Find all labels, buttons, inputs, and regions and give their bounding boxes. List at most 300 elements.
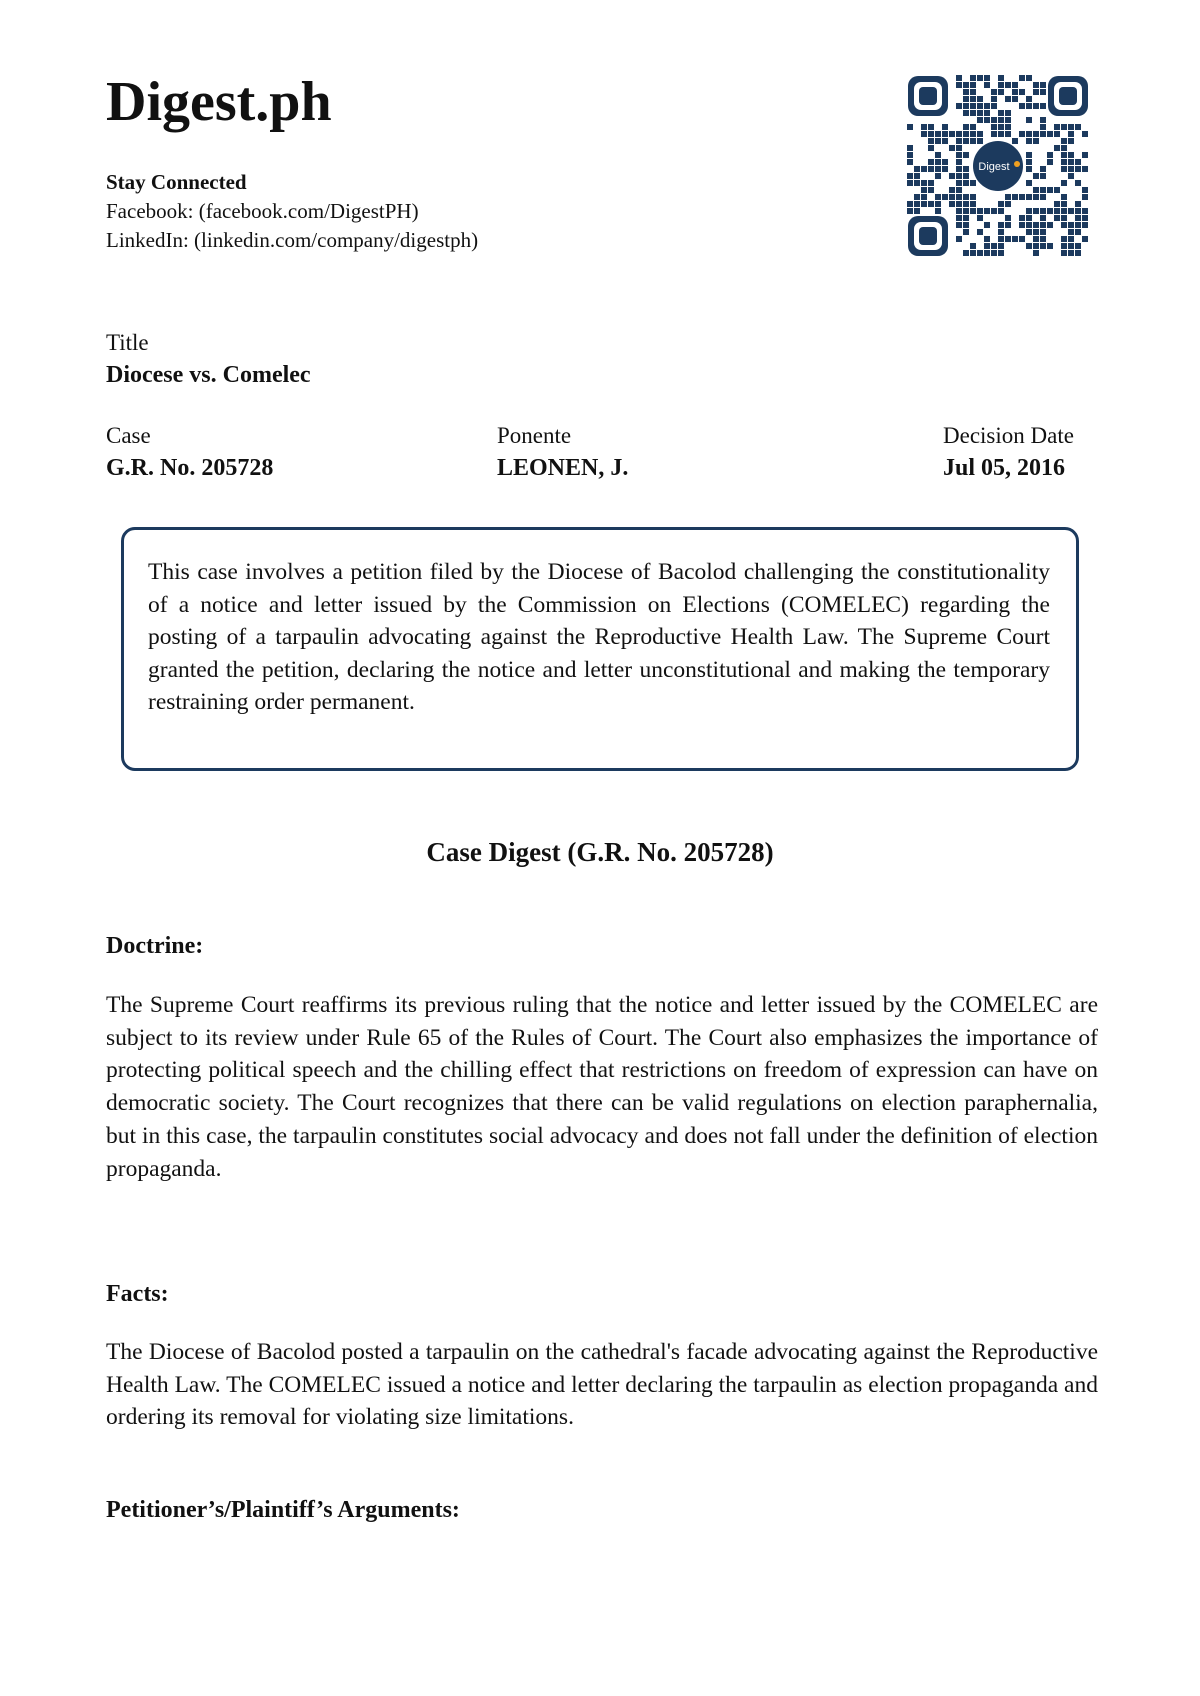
qr-module bbox=[984, 103, 990, 109]
qr-module bbox=[977, 96, 983, 102]
qr-module bbox=[963, 194, 969, 200]
qr-module bbox=[998, 236, 1004, 242]
ponente-name: LEONEN, J. bbox=[497, 455, 629, 481]
qr-module bbox=[1061, 201, 1067, 207]
qr-module bbox=[914, 201, 920, 207]
qr-module bbox=[928, 159, 934, 165]
qr-module bbox=[1005, 124, 1011, 130]
qr-module bbox=[914, 166, 920, 172]
decision-date: Jul 05, 2016 bbox=[943, 455, 1066, 481]
qr-module bbox=[1026, 103, 1032, 109]
qr-module bbox=[1033, 208, 1039, 214]
qr-module bbox=[956, 138, 962, 144]
qr-module bbox=[1040, 229, 1046, 235]
qr-module bbox=[1033, 243, 1039, 249]
qr-module bbox=[1068, 166, 1074, 172]
qr-module bbox=[942, 159, 948, 165]
qr-module bbox=[956, 82, 962, 88]
qr-module bbox=[970, 82, 976, 88]
qr-module bbox=[956, 222, 962, 228]
qr-module bbox=[1026, 180, 1032, 186]
qr-module bbox=[1026, 243, 1032, 249]
qr-module bbox=[998, 131, 1004, 137]
qr-module bbox=[977, 131, 983, 137]
qr-module bbox=[1033, 229, 1039, 235]
qr-module bbox=[1005, 222, 1011, 228]
qr-module bbox=[956, 180, 962, 186]
qr-module bbox=[963, 138, 969, 144]
qr-module bbox=[970, 180, 976, 186]
qr-module bbox=[963, 166, 969, 172]
qr-module bbox=[1026, 75, 1032, 81]
qr-module bbox=[1040, 124, 1046, 130]
qr-module bbox=[1040, 187, 1046, 193]
qr-module bbox=[1068, 222, 1074, 228]
qr-module bbox=[1019, 215, 1025, 221]
qr-module bbox=[949, 187, 955, 193]
qr-module bbox=[1005, 236, 1011, 242]
qr-module bbox=[1082, 131, 1088, 137]
qr-module bbox=[935, 194, 941, 200]
case-number-block bbox=[106, 420, 273, 484]
qr-module bbox=[1075, 222, 1081, 228]
linkedin-link[interactable]: LinkedIn: (linkedin.com/company/digestph) bbox=[106, 228, 479, 252]
qr-module bbox=[963, 215, 969, 221]
facebook-link[interactable]: Facebook: (facebook.com/DigestPH) bbox=[106, 199, 419, 223]
qr-module bbox=[970, 75, 976, 81]
qr-module bbox=[970, 201, 976, 207]
qr-module bbox=[1033, 250, 1039, 256]
qr-module bbox=[956, 145, 962, 151]
qr-module bbox=[935, 131, 941, 137]
qr-module bbox=[1054, 187, 1060, 193]
qr-module bbox=[1082, 194, 1088, 200]
qr-module bbox=[1019, 75, 1025, 81]
qr-module bbox=[998, 222, 1004, 228]
qr-module bbox=[991, 124, 997, 130]
case-label: Case bbox=[106, 423, 151, 448]
qr-module bbox=[1040, 82, 1046, 88]
qr-module bbox=[998, 75, 1004, 81]
qr-module bbox=[921, 166, 927, 172]
qr-module bbox=[907, 201, 913, 207]
qr-module bbox=[1033, 187, 1039, 193]
qr-module bbox=[1075, 215, 1081, 221]
qr-module bbox=[1061, 152, 1067, 158]
qr-module bbox=[1054, 145, 1060, 151]
qr-module bbox=[970, 110, 976, 116]
qr-module bbox=[970, 194, 976, 200]
qr-module bbox=[956, 166, 962, 172]
qr-module bbox=[1040, 131, 1046, 137]
qr-module bbox=[956, 173, 962, 179]
qr-module bbox=[1026, 159, 1032, 165]
case-number: G.R. No. 205728 bbox=[106, 455, 274, 481]
qr-module bbox=[1082, 208, 1088, 214]
qr-module bbox=[928, 131, 934, 137]
qr-module bbox=[1040, 166, 1046, 172]
qr-module bbox=[956, 208, 962, 214]
qr-module bbox=[1061, 222, 1067, 228]
qr-module bbox=[1061, 243, 1067, 249]
qr-module bbox=[928, 145, 934, 151]
qr-module bbox=[1075, 243, 1081, 249]
qr-module bbox=[1012, 138, 1018, 144]
qr-module bbox=[942, 131, 948, 137]
qr-module bbox=[935, 173, 941, 179]
qr-module bbox=[928, 187, 934, 193]
qr-module bbox=[1061, 159, 1067, 165]
qr-module bbox=[963, 229, 969, 235]
qr-module bbox=[977, 215, 983, 221]
case-title-block bbox=[106, 327, 311, 391]
qr-module bbox=[956, 103, 962, 109]
qr-module bbox=[956, 194, 962, 200]
qr-module bbox=[1033, 82, 1039, 88]
qr-finder-top-left bbox=[908, 76, 948, 116]
qr-finder-bottom-left bbox=[908, 216, 948, 256]
qr-module bbox=[935, 208, 941, 214]
qr-module bbox=[1012, 96, 1018, 102]
qr-module bbox=[963, 89, 969, 95]
qr-module bbox=[1040, 215, 1046, 221]
qr-module bbox=[1033, 89, 1039, 95]
qr-module bbox=[914, 208, 920, 214]
qr-module bbox=[970, 243, 976, 249]
qr-module bbox=[914, 173, 920, 179]
qr-module bbox=[998, 89, 1004, 95]
qr-module bbox=[1082, 222, 1088, 228]
qr-module bbox=[963, 180, 969, 186]
qr-module bbox=[1054, 201, 1060, 207]
qr-module bbox=[1005, 131, 1011, 137]
qr-module bbox=[1012, 82, 1018, 88]
qr-module bbox=[1047, 243, 1053, 249]
qr-module bbox=[1012, 194, 1018, 200]
qr-module bbox=[963, 96, 969, 102]
qr-module bbox=[998, 117, 1004, 123]
qr-module bbox=[1075, 229, 1081, 235]
qr-module bbox=[1040, 243, 1046, 249]
qr-module bbox=[1047, 159, 1053, 165]
qr-module bbox=[1005, 110, 1011, 116]
qr-module bbox=[1005, 96, 1011, 102]
qr-module bbox=[1005, 117, 1011, 123]
case-summary-text: This case involves a petition filed by the Diocese of Bacolod challenging the constitutionality of a notice and letter issued by the Commission on Elections (COMELEC) regarding the posting of a tarpaulin advocating against the Reproductive Health Law. The Supreme Court granted the petition, declaring the notice and letter unconstitutional and making the temporary restraining order permanent. bbox=[148, 559, 1050, 716]
case-digest-heading: Case Digest (G.R. No. 205728) bbox=[426, 837, 774, 867]
qr-module bbox=[984, 222, 990, 228]
qr-module bbox=[1026, 208, 1032, 214]
doctrine-text: The Supreme Court reaffirms its previous ruling that the notice and letter issued by the COMELEC are subject to its review under Rule 65 of the Rules of Court. The Court also emphasizes the importance of protecting political speech and the chilling effect that restrictions on freedom of expression can have on democratic society. The Court recognizes that there can be valid regulations on election paraphernalia, but in this case, the tarpaulin constitutes social advocacy and does not fall under the definition of election propaganda. bbox=[106, 992, 1098, 1182]
qr-module bbox=[914, 180, 920, 186]
qr-module bbox=[998, 110, 1004, 116]
qr-module bbox=[1061, 194, 1067, 200]
qr-module bbox=[991, 243, 997, 249]
qr-module bbox=[1019, 194, 1025, 200]
qr-module bbox=[1061, 166, 1067, 172]
qr-module bbox=[963, 110, 969, 116]
qr-module bbox=[1026, 131, 1032, 137]
qr-module bbox=[928, 180, 934, 186]
qr-module bbox=[984, 250, 990, 256]
qr-module bbox=[1075, 159, 1081, 165]
ponente-label: Ponente bbox=[497, 423, 572, 448]
qr-module bbox=[949, 131, 955, 137]
qr-module bbox=[1082, 187, 1088, 193]
qr-module bbox=[1061, 124, 1067, 130]
qr-module bbox=[907, 180, 913, 186]
qr-module bbox=[1012, 89, 1018, 95]
qr-module bbox=[970, 138, 976, 144]
qr-module bbox=[1026, 222, 1032, 228]
qr-module bbox=[1061, 208, 1067, 214]
qr-module bbox=[1019, 236, 1025, 242]
qr-module bbox=[1026, 194, 1032, 200]
qr-module bbox=[984, 208, 990, 214]
qr-module bbox=[991, 117, 997, 123]
qr-module bbox=[998, 82, 1004, 88]
qr-module bbox=[1040, 89, 1046, 95]
qr-module bbox=[1026, 152, 1032, 158]
qr-module bbox=[921, 201, 927, 207]
qr-module bbox=[956, 215, 962, 221]
qr-code bbox=[906, 74, 1090, 258]
qr-module bbox=[949, 173, 955, 179]
qr-module bbox=[984, 236, 990, 242]
qr-module bbox=[1033, 103, 1039, 109]
arguments-heading: Petitioner’s/Plaintiff’s Arguments: bbox=[106, 1497, 460, 1523]
qr-module bbox=[1068, 159, 1074, 165]
qr-module bbox=[942, 124, 948, 130]
qr-module bbox=[928, 201, 934, 207]
qr-module bbox=[1026, 117, 1032, 123]
qr-module bbox=[921, 124, 927, 130]
qr-module bbox=[970, 96, 976, 102]
qr-module bbox=[921, 194, 927, 200]
qr-module bbox=[1075, 208, 1081, 214]
qr-module bbox=[1047, 131, 1053, 137]
qr-module bbox=[977, 208, 983, 214]
qr-module bbox=[1019, 222, 1025, 228]
qr-module bbox=[907, 124, 913, 130]
qr-module bbox=[942, 138, 948, 144]
qr-module bbox=[1040, 103, 1046, 109]
qr-module bbox=[1005, 201, 1011, 207]
qr-module bbox=[984, 110, 990, 116]
qr-module bbox=[963, 103, 969, 109]
qr-logo-text: Digest bbox=[978, 161, 1010, 173]
qr-center-logo bbox=[973, 141, 1023, 191]
ponente-block bbox=[497, 420, 628, 484]
qr-module bbox=[991, 96, 997, 102]
qr-module bbox=[1061, 236, 1067, 242]
qr-module bbox=[1068, 236, 1074, 242]
qr-module bbox=[928, 138, 934, 144]
qr-module bbox=[1075, 180, 1081, 186]
facts-heading: Facts: bbox=[106, 1281, 169, 1307]
qr-module bbox=[1040, 236, 1046, 242]
qr-module bbox=[942, 166, 948, 172]
qr-module bbox=[1054, 208, 1060, 214]
qr-module bbox=[1040, 194, 1046, 200]
qr-module bbox=[977, 229, 983, 235]
qr-module bbox=[1026, 138, 1032, 144]
qr-module bbox=[977, 138, 983, 144]
qr-module bbox=[956, 159, 962, 165]
qr-module bbox=[1026, 229, 1032, 235]
qr-module bbox=[935, 138, 941, 144]
qr-module bbox=[1054, 124, 1060, 130]
qr-module bbox=[977, 250, 983, 256]
qr-module bbox=[991, 89, 997, 95]
qr-module bbox=[935, 159, 941, 165]
qr-module bbox=[1019, 131, 1025, 137]
qr-module bbox=[1033, 222, 1039, 228]
qr-module bbox=[1068, 243, 1074, 249]
qr-module bbox=[984, 75, 990, 81]
qr-module bbox=[1019, 103, 1025, 109]
qr-module bbox=[956, 131, 962, 137]
qr-module bbox=[1075, 124, 1081, 130]
decision-date-label: Decision Date bbox=[943, 423, 1074, 448]
qr-module bbox=[1068, 229, 1074, 235]
qr-module bbox=[970, 124, 976, 130]
qr-module bbox=[998, 243, 1004, 249]
qr-module bbox=[963, 250, 969, 256]
stay-connected bbox=[106, 168, 478, 255]
qr-module bbox=[921, 187, 927, 193]
qr-module bbox=[1026, 215, 1032, 221]
qr-module bbox=[1033, 194, 1039, 200]
qr-module bbox=[1019, 89, 1025, 95]
qr-module bbox=[921, 131, 927, 137]
qr-module bbox=[977, 117, 983, 123]
qr-module bbox=[970, 89, 976, 95]
qr-module bbox=[970, 131, 976, 137]
qr-module bbox=[998, 208, 1004, 214]
qr-module bbox=[1005, 194, 1011, 200]
qr-module bbox=[1012, 236, 1018, 242]
qr-module bbox=[1026, 166, 1032, 172]
qr-module bbox=[1005, 215, 1011, 221]
qr-module bbox=[1082, 215, 1088, 221]
qr-module bbox=[1054, 131, 1060, 137]
qr-module bbox=[970, 250, 976, 256]
qr-module bbox=[907, 208, 913, 214]
qr-module bbox=[942, 194, 948, 200]
qr-module bbox=[1068, 131, 1074, 137]
qr-module bbox=[963, 208, 969, 214]
qr-module bbox=[977, 110, 983, 116]
qr-module bbox=[1061, 215, 1067, 221]
qr-module bbox=[963, 173, 969, 179]
qr-module bbox=[921, 180, 927, 186]
qr-module bbox=[1005, 82, 1011, 88]
qr-module bbox=[956, 236, 962, 242]
qr-module bbox=[956, 152, 962, 158]
qr-module bbox=[998, 250, 1004, 256]
qr-module bbox=[977, 75, 983, 81]
qr-module bbox=[1075, 201, 1081, 207]
qr-module bbox=[935, 152, 941, 158]
qr-module bbox=[1040, 117, 1046, 123]
qr-module bbox=[991, 250, 997, 256]
qr-module bbox=[1033, 173, 1039, 179]
qr-module bbox=[991, 131, 997, 137]
qr-module bbox=[998, 124, 1004, 130]
qr-module bbox=[1082, 236, 1088, 242]
qr-module bbox=[949, 194, 955, 200]
facts-text: The Diocese of Bacolod posted a tarpaulin on the cathedral's facade advocating against the Reproductive Health Law. The COMELEC issued a notice and letter declaring the tarpaulin as election propaganda and ordering its removal for violating size limitations. bbox=[106, 1339, 1098, 1431]
qr-module bbox=[928, 124, 934, 130]
qr-finder-top-right bbox=[1048, 76, 1088, 116]
qr-module bbox=[1033, 138, 1039, 144]
qr-module bbox=[963, 131, 969, 137]
qr-module bbox=[977, 103, 983, 109]
qr-module bbox=[1082, 166, 1088, 172]
qr-module bbox=[1075, 250, 1081, 256]
qr-module bbox=[963, 222, 969, 228]
qr-module bbox=[907, 145, 913, 151]
qr-module bbox=[1047, 208, 1053, 214]
qr-module bbox=[907, 173, 913, 179]
site-title: Digest.ph bbox=[106, 71, 332, 133]
qr-module bbox=[1047, 152, 1053, 158]
qr-module bbox=[963, 124, 969, 130]
qr-module bbox=[984, 117, 990, 123]
qr-module bbox=[991, 103, 997, 109]
qr-module bbox=[956, 187, 962, 193]
qr-module bbox=[1061, 250, 1067, 256]
doctrine-heading: Doctrine: bbox=[106, 933, 204, 959]
qr-module bbox=[907, 152, 913, 158]
qr-module bbox=[998, 229, 1004, 235]
qr-module bbox=[970, 103, 976, 109]
qr-module bbox=[1040, 208, 1046, 214]
qr-module bbox=[963, 152, 969, 158]
case-summary-box bbox=[121, 527, 1079, 771]
qr-module bbox=[935, 166, 941, 172]
decision-date-block bbox=[943, 420, 1074, 484]
qr-module bbox=[984, 243, 990, 249]
qr-module bbox=[1040, 173, 1046, 179]
qr-module bbox=[963, 201, 969, 207]
qr-module bbox=[907, 159, 913, 165]
qr-module bbox=[1068, 250, 1074, 256]
qr-module bbox=[991, 208, 997, 214]
qr-module bbox=[1061, 138, 1067, 144]
qr-module bbox=[1068, 173, 1074, 179]
qr-module bbox=[963, 82, 969, 88]
case-title: Diocese vs. Comelec bbox=[106, 362, 311, 388]
qr-module bbox=[1068, 124, 1074, 130]
qr-module bbox=[1061, 180, 1067, 186]
qr-module bbox=[1033, 131, 1039, 137]
qr-module bbox=[1075, 166, 1081, 172]
qr-module bbox=[998, 201, 1004, 207]
qr-module bbox=[1068, 208, 1074, 214]
qr-module bbox=[1068, 152, 1074, 158]
qr-module bbox=[984, 82, 990, 88]
qr-module bbox=[1082, 152, 1088, 158]
qr-module bbox=[1033, 236, 1039, 242]
qr-module bbox=[1047, 187, 1053, 193]
qr-module bbox=[949, 201, 955, 207]
title-label: Title bbox=[106, 330, 149, 355]
qr-module bbox=[914, 194, 920, 200]
qr-module bbox=[956, 201, 962, 207]
qr-module bbox=[1061, 145, 1067, 151]
